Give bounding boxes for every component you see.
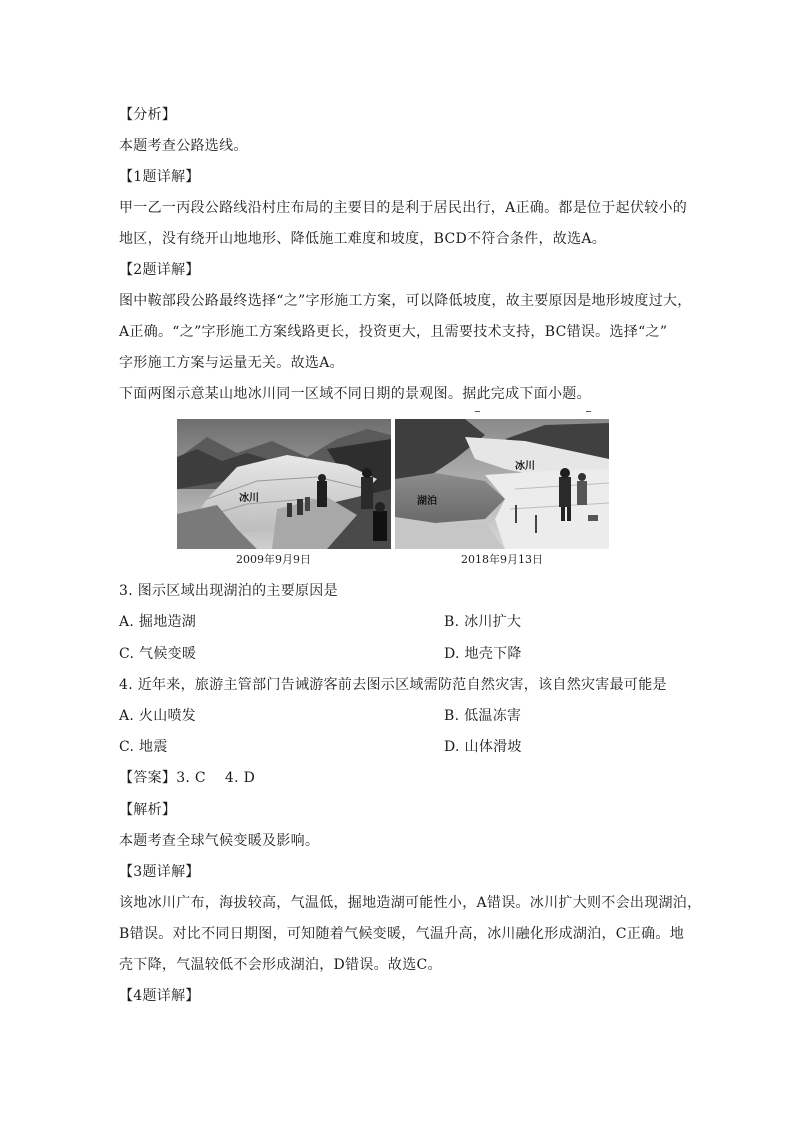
analysis-text: 本题考查公路选线。: [119, 138, 248, 154]
glacier-label: 冰川: [239, 493, 259, 504]
q3-detail-line-2: B错误。对比不同日期图，可知随着气候变暖，气温升高，冰川融化形成湖泊，C正确。地: [119, 926, 684, 942]
lake-label: 湖泊: [417, 496, 437, 507]
q3-detail-heading: 【3题详解】: [119, 864, 200, 880]
question-4-stem: 4. 近年来，旅游主管部门告诫游客前去图示区域需防范自然灾害，该自然灾害最可能是: [119, 677, 667, 693]
analysis-heading: 【分析】: [119, 107, 177, 123]
q1-detail-heading: 【1题详解】: [119, 169, 200, 185]
question-3-stem: 3. 图示区域出现湖泊的主要原因是: [119, 583, 338, 599]
answer-line: 【答案】3. C 4. D: [119, 770, 256, 786]
question-4-option-b: B. 低温冻害: [444, 708, 522, 724]
question-4-option-c: C. 地震: [119, 739, 168, 755]
question-4-option-d: D. 山体滑坡: [444, 739, 522, 755]
q1-detail-line-1: 甲一乙一丙段公路线沿村庄布局的主要目的是利于居民出行，A正确。都是位于起伏较小的: [119, 200, 688, 216]
glacier-label: 冰川: [515, 461, 535, 472]
explanation-text: 本题考查全球气候变暖及影响。: [119, 833, 320, 849]
question-3-option-b: B. 冰川扩大: [444, 614, 522, 630]
q2-detail-line-3: 字形施工方案与运量无关。故选A。: [119, 355, 344, 371]
glacier-photo-2018: [395, 419, 609, 549]
glacier-photo-2009: [177, 419, 391, 549]
q2-detail-line-2: A正确。“之”字形施工方案线路更长，投资更大，且需要技术支持，BC错误。选择“之”: [119, 324, 668, 340]
explanation-heading: 【解析】: [119, 802, 177, 818]
scan-mark: [475, 411, 480, 412]
figure-caption-2018: 2018年9月13日: [461, 553, 543, 566]
scan-mark: [586, 411, 591, 412]
question-4-option-a: A. 火山喷发: [119, 708, 197, 724]
question-3-option-d: D. 地壳下降: [444, 646, 522, 662]
question-3-option-a: A. 掘地造湖: [119, 614, 197, 630]
q4-detail-heading: 【4题详解】: [119, 988, 200, 1004]
figure-intro: 下面两图示意某山地冰川同一区域不同日期的景观图。据此完成下面小题。: [119, 386, 591, 402]
q3-detail-line-1: 该地冰川广布，海拔较高，气温低，掘地造湖可能性小，A错误。冰川扩大则不会出现湖泊，: [119, 895, 702, 911]
q1-detail-line-2: 地区，没有绕开山地地形、降低施工难度和坡度，BCD不符合条件，故选A。: [119, 231, 607, 247]
q2-detail-heading: 【2题详解】: [119, 262, 200, 278]
figure-caption-2009: 2009年9月9日: [236, 553, 311, 566]
q3-detail-line-3: 壳下降，气温较低不会形成湖泊，D错误。故选C。: [119, 957, 442, 973]
question-3-option-c: C. 气候变暖: [119, 646, 197, 662]
q2-detail-line-1: 图中鞍部段公路最终选择“之”字形施工方案，可以降低坡度，故主要原因是地形坡度过大，: [119, 293, 692, 309]
